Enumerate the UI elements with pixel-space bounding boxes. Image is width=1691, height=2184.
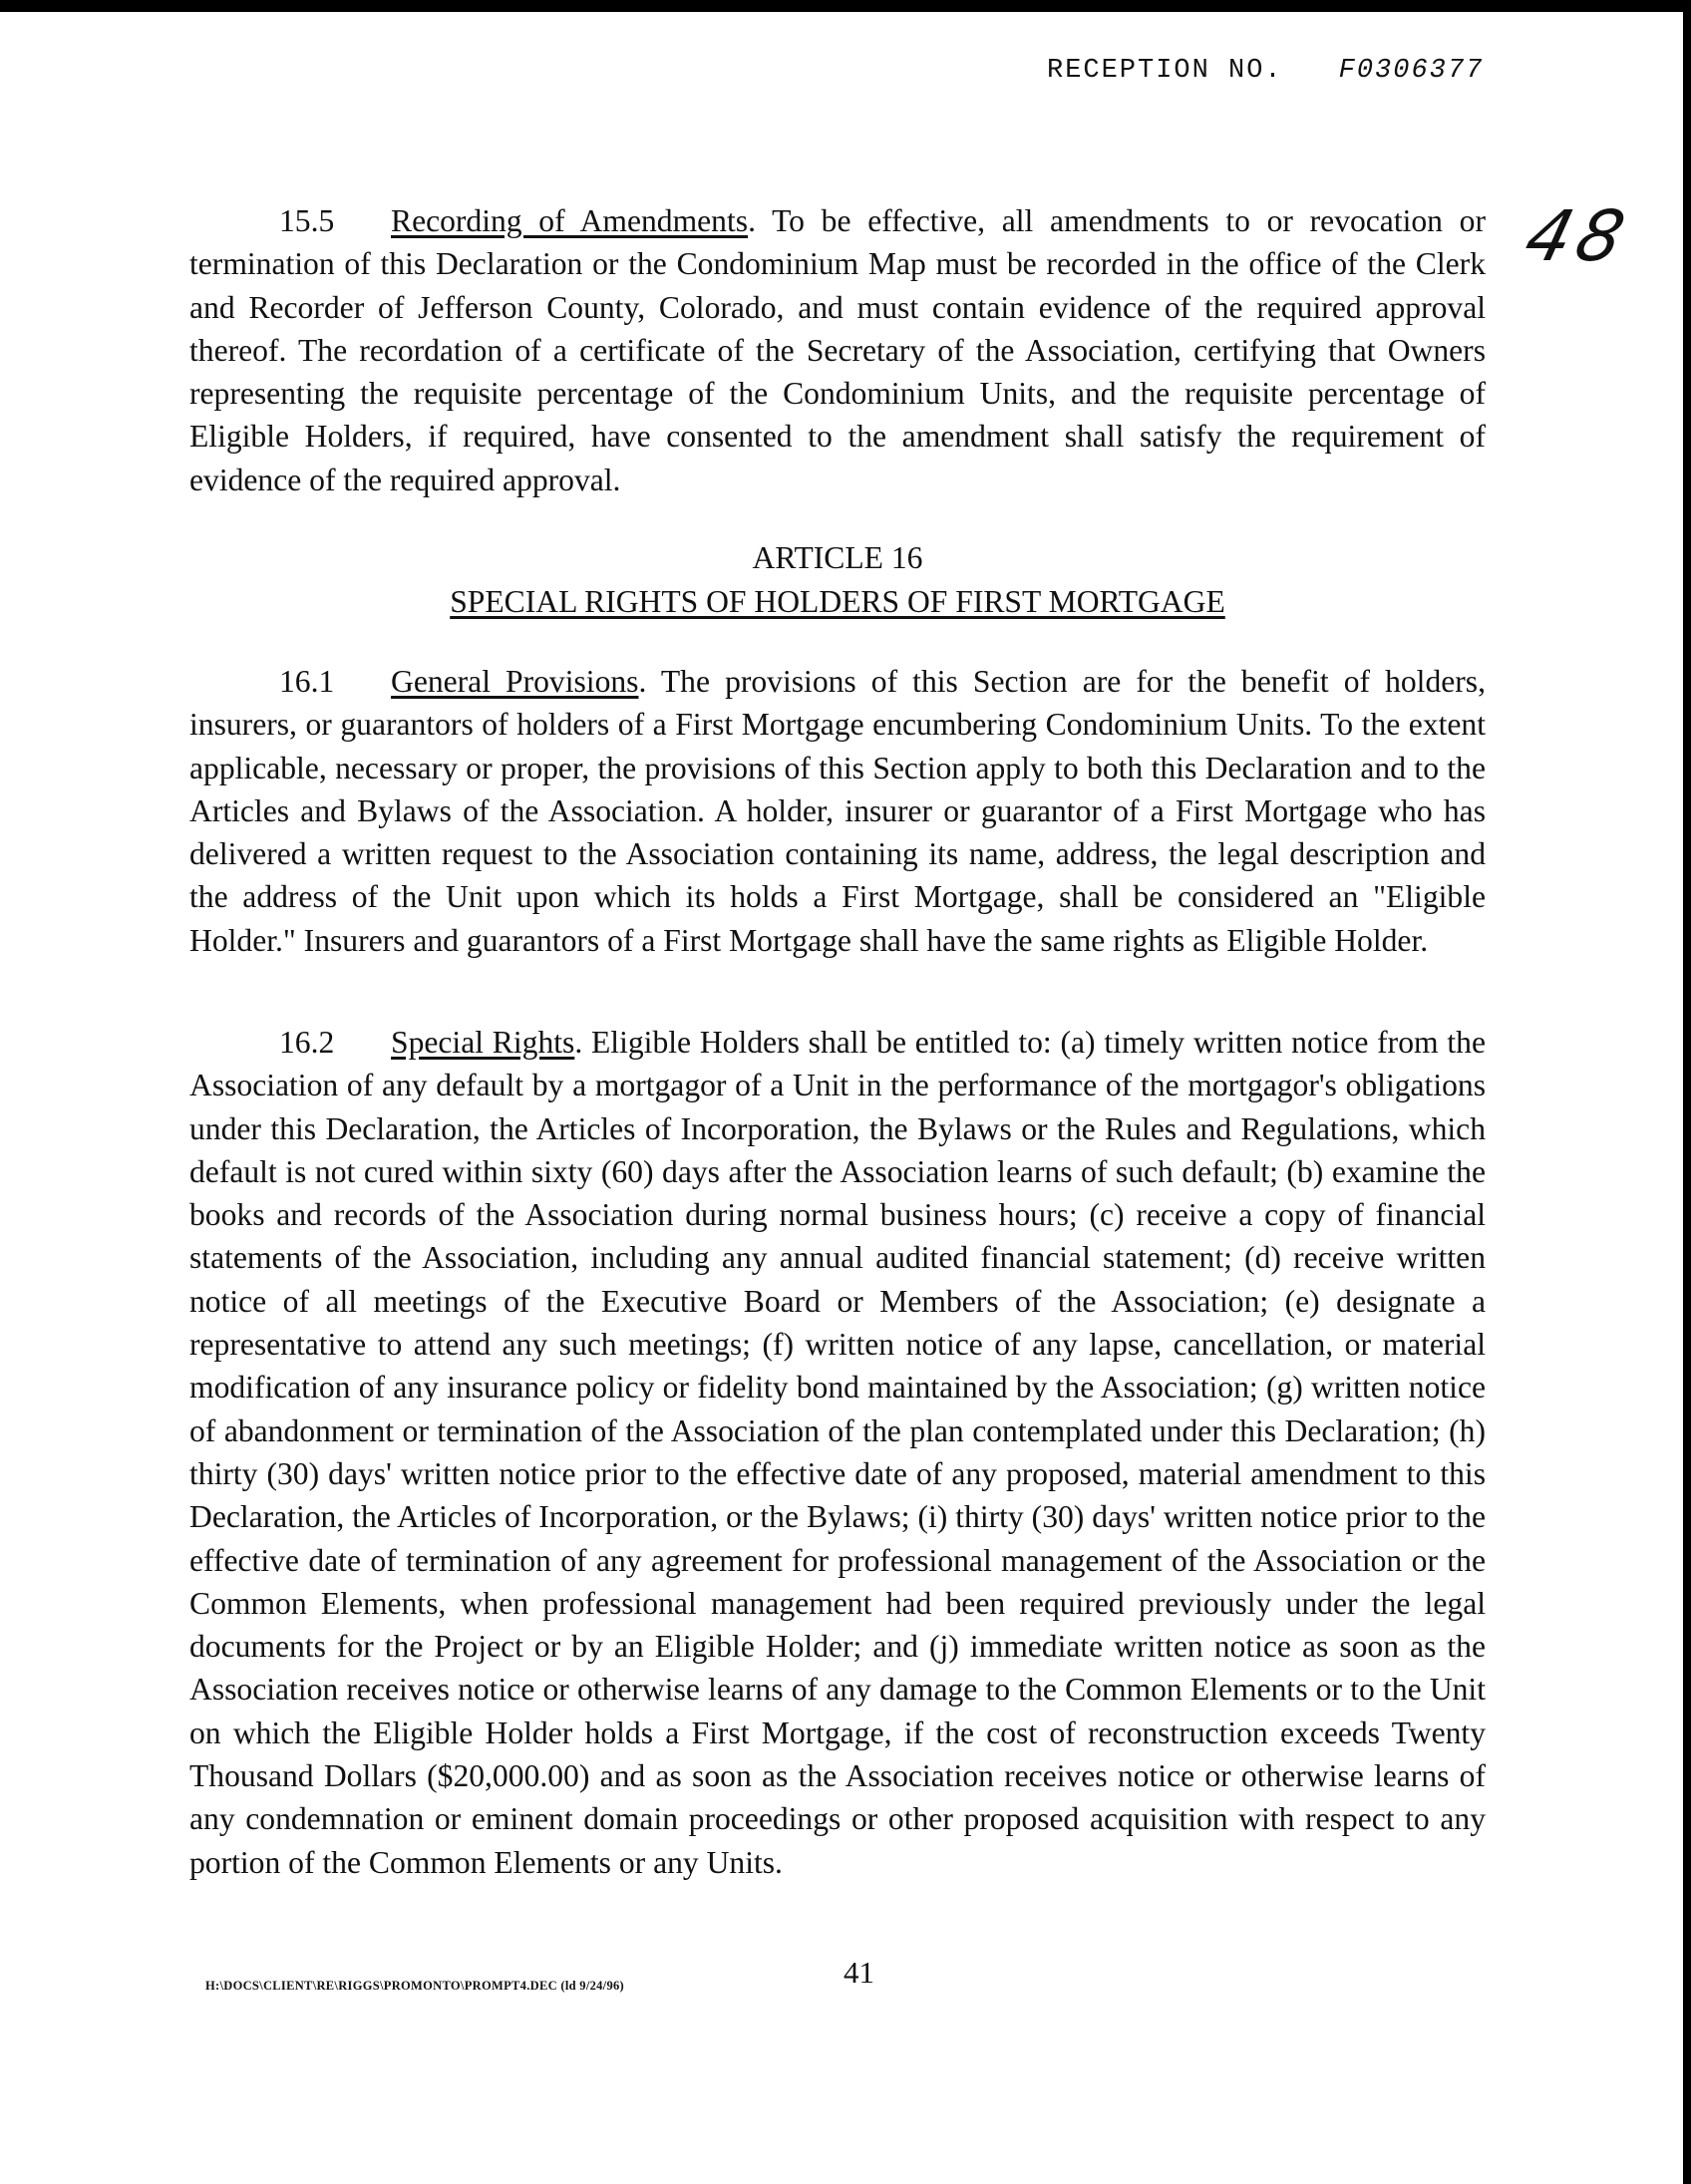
footer-file-path: H:\DOCS\CLIENT\RE\RIGGS\PROMONTO\PROMPT4.DEC (ld 9/24/96) [205, 1979, 625, 1993]
section-16-2 [189, 1021, 1486, 1884]
section-15-5 [189, 199, 1486, 501]
section-text: . To be effective, all amendments to or revocation or termination of this Declaration or the Condominium Map must be recorded in the office of the Clerk and Recorder of Jefferson County, Colorado, and must contain evidence of the required approval thereof. The recordation of a certificate of the Secretary of the Association, certifying that Owners representing the requisite percentage of the Condominium Units, and the requisite percentage of Eligible Holders, if required, have consented to the amendment shall satisfy the requirement of evidence of the required approval. [189, 203, 1486, 497]
section-heading: Special Rights [391, 1025, 575, 1060]
section-15-5-paragraph [189, 199, 1486, 501]
reception-stamp [1047, 56, 1484, 86]
section-16-2-paragraph [189, 1021, 1486, 1884]
section-16-1-paragraph [189, 660, 1486, 962]
section-heading: General Provisions [391, 664, 639, 699]
page-number: 41 [844, 1955, 874, 1990]
article-subtitle: SPECIAL RIGHTS OF HOLDERS OF FIRST MORTGAGE [450, 584, 1225, 619]
handwritten-page-note: 48 [1517, 195, 1639, 277]
section-16-1 [189, 660, 1486, 962]
reception-number: F0306377 [1338, 56, 1485, 86]
section-number: 16.2 [279, 1025, 335, 1060]
scan-border-top [0, 0, 1691, 12]
reception-label: RECEPTION NO. [1047, 56, 1283, 86]
section-number: 16.1 [279, 664, 335, 699]
scan-border-right [1683, 0, 1691, 2184]
article-title: ARTICLE 16 [752, 540, 923, 575]
section-text: . Eligible Holders shall be entitled to: (a) timely written notice from the Association of any default by a mortgagor of a Unit in the performance of the mortgagor's obligations under this Declaration, the Articles of Incorporation, the Bylaws or the Rules and Regulations, which default is not cured within sixty (60) days after the Association learns of such default; (b) examine the books and records of the Association during normal business hours; (c) receive a copy of financial statements of the Association, including any annual audited financial statement; (d) receive written notice of all meetings of the Executive Board or Members of the Association; (e) designate a representative to attend any such meetings; (f) written notice of any lapse, cancellation, or material modification of any insurance policy or fidelity bond maintained by the Association; (g) written notice of abandonment or termination of the Association of the plan contemplated under this Declaration; (h) thirty (30) days' written notice prior to the effective date of any proposed, material amendment to this Declaration, the Articles of Incorporation, or the Bylaws; (i) thirty (30) days' written notice prior to the effective date of termination of any agreement for professional management of the Association or the Common Elements, when professional management had been required previously under the legal documents for the Project or by an Eligible Holder; and (j) immediate written notice as soon as the Association receives notice or otherwise learns of any damage to the Common Elements or to the Unit on which the Eligible Holder holds a First Mortgage, if the cost of reconstruction exceeds Twenty Thousand Dollars ($20,000.00) and as soon as the Association receives notice or otherwise learns of any condemnation or eminent domain proceedings or other proposed acquisition with respect to any portion of the Common Elements or any Units. [189, 1025, 1486, 1880]
section-text: . The provisions of this Section are for the benefit of holders, insurers, or guarantors of holders of a First Mortgage encumbering Condominium Units. To the extent applicable, necessary or proper, the provisions of this Section apply to both this Declaration and to the Articles and Bylaws of the Association. A holder, insurer or guarantor of a First Mortgage who has delivered a written request to the Association containing its name, address, the legal description and the address of the Unit upon which its holds a First Mortgage, shall be considered an "Eligible Holder." Insurers and guarantors of a First Mortgage shall have the same rights as Eligible Holder. [189, 664, 1486, 958]
section-number: 15.5 [279, 203, 335, 238]
article-heading [189, 536, 1486, 624]
section-heading: Recording of Amendments [391, 203, 749, 238]
